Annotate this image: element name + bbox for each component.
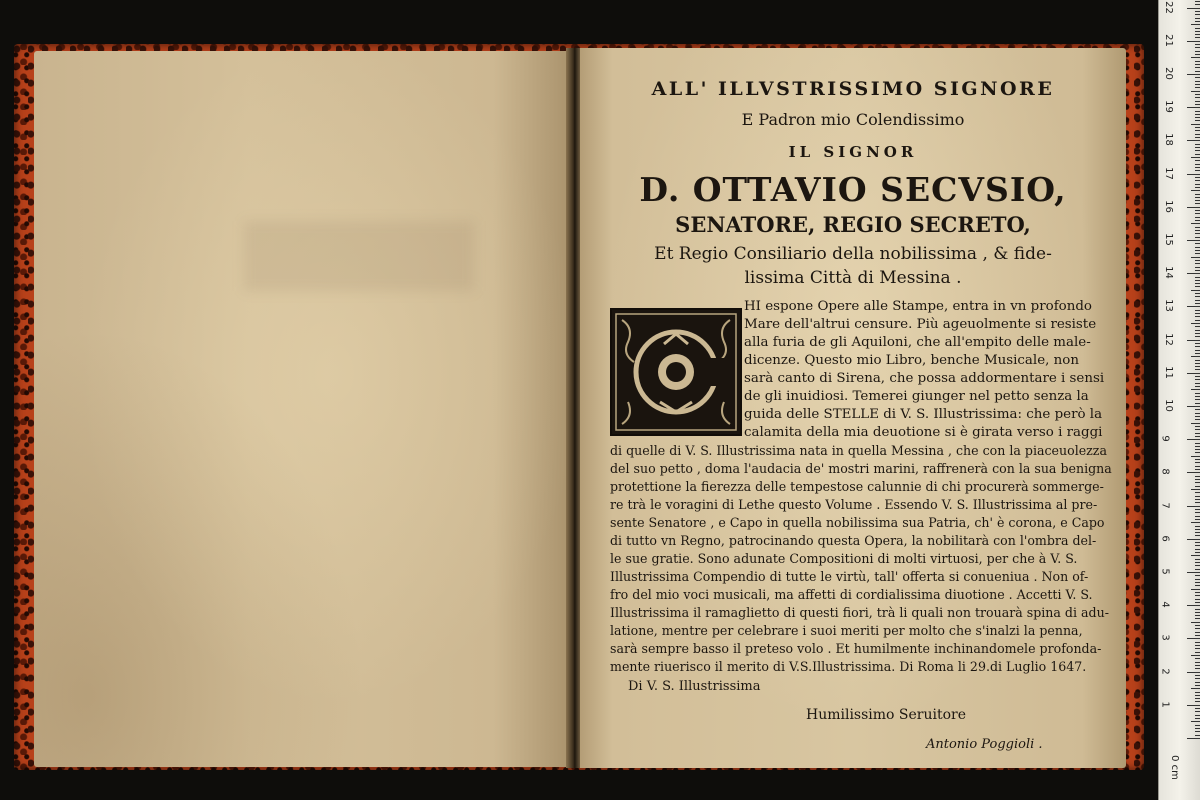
ruler-tick: [1195, 217, 1200, 218]
ruler-tick: [1195, 668, 1200, 669]
ruler-tick: [1191, 555, 1200, 556]
ruler-tick: [1187, 572, 1200, 573]
body-line: HI espone Opere alle Stampe, entra in vn profondo: [744, 299, 1092, 314]
ruler-tick: [1191, 157, 1200, 158]
ruler-tick: [1191, 721, 1200, 722]
ruler-tick: [1195, 509, 1200, 510]
decorated-initial-c: [610, 308, 742, 436]
ruler-tick: [1195, 486, 1200, 487]
ruler-tick: [1195, 665, 1200, 666]
ruler-tick: [1187, 174, 1200, 175]
ruler-tick: [1195, 293, 1200, 294]
ruler-tick: [1191, 290, 1200, 291]
signature: Antonio Poggioli .: [926, 737, 1043, 752]
body-line: Illustrissima il ramaglietto di questi fiori, trà li quali non trouarà spina di adu-: [610, 605, 1109, 620]
salutation: Di V. S. Illustrissima: [628, 679, 761, 694]
ruler-tick: [1187, 306, 1200, 307]
ruler-tick: [1195, 313, 1200, 314]
ruler-tick: [1195, 270, 1200, 271]
ruler-tick: [1195, 718, 1200, 719]
ruler-tick: [1195, 545, 1200, 546]
ruler-tick: [1195, 552, 1200, 553]
ruler-tick: [1195, 512, 1200, 513]
ruler-tick: [1187, 240, 1200, 241]
ruler-tick: [1195, 532, 1200, 533]
ruler-tick: [1195, 34, 1200, 35]
ruler-tick: [1191, 456, 1200, 457]
ruler-tick: [1195, 203, 1200, 204]
ruler-tick: [1187, 638, 1200, 639]
ruler-tick: [1195, 416, 1200, 417]
ruler-tick: [1191, 57, 1200, 58]
ruler-tick: [1195, 658, 1200, 659]
ruler-tick: [1195, 51, 1200, 52]
body-line: del suo petto , doma l'audacia de' mostri marini, raffrenerà con la sua benigna: [610, 461, 1112, 476]
ruler-tick: [1195, 111, 1200, 112]
ruler-tick: [1195, 585, 1200, 586]
body-line: calamita della mia deuotione si è girata verso i raggi: [744, 425, 1103, 440]
ruler-tick: [1195, 233, 1200, 234]
ruler-tick: [1195, 728, 1200, 729]
ruler-tick: [1195, 366, 1200, 367]
ruler-tick: [1191, 257, 1200, 258]
ruler-tick: [1195, 369, 1200, 370]
ruler-tick: [1195, 592, 1200, 593]
ruler-tick: [1195, 675, 1200, 676]
ruler-tick: [1195, 61, 1200, 62]
ruler-tick: [1195, 499, 1200, 500]
ruler-tick: [1195, 300, 1200, 301]
blank-left-page: [34, 51, 574, 767]
ruler-tick: [1195, 549, 1200, 550]
ruler-tick: [1195, 286, 1200, 287]
ruler-tick: [1195, 469, 1200, 470]
measurement-ruler: [1158, 0, 1200, 800]
ruler-tick: [1195, 210, 1200, 211]
ruler-number: 2: [1159, 667, 1171, 675]
ruler-tick: [1195, 250, 1200, 251]
ruler-tick: [1195, 466, 1200, 467]
ruler-tick: [1195, 84, 1200, 85]
ruler-tick: [1195, 333, 1200, 334]
ruler-tick: [1195, 147, 1200, 148]
ruler-tick: [1195, 18, 1200, 19]
ruler-tick: [1195, 635, 1200, 636]
ruler-number: 20: [1162, 67, 1174, 80]
ruler-tick: [1195, 117, 1200, 118]
ruler-tick: [1195, 44, 1200, 45]
ruler-number: 15: [1162, 233, 1174, 246]
ruler-tick: [1187, 539, 1200, 540]
ruler-tick: [1195, 227, 1200, 228]
ruler-tick: [1195, 81, 1200, 82]
ruler-number: 7: [1159, 501, 1171, 509]
body-line: le sue gratie. Sono adunate Compositioni di molti virtuosi, per che à V. S.: [610, 551, 1078, 566]
heading-padron: E Padron mio Colendissimo: [741, 110, 965, 129]
ruler-tick: [1195, 386, 1200, 387]
ruler-tick: [1195, 599, 1200, 600]
body-line: sente Senatore , e Capo in quella nobilissima sua Patria, ch' è corona, e Capo: [610, 515, 1105, 530]
ruler-tick: [1195, 569, 1200, 570]
ruler-tick: [1191, 124, 1200, 125]
ruler-tick: [1195, 579, 1200, 580]
ruler-tick: [1187, 705, 1200, 706]
ruler-tick: [1195, 187, 1200, 188]
ruler-tick: [1195, 426, 1200, 427]
ruler-tick: [1195, 396, 1200, 397]
ruler-tick: [1195, 615, 1200, 616]
ruler-tick: [1195, 346, 1200, 347]
ruler-tick: [1195, 1, 1200, 2]
ruler-tick: [1195, 94, 1200, 95]
ruler-tick: [1195, 436, 1200, 437]
body-line: de gli inuidiosi. Temerei giunger nel petto senza la: [744, 389, 1089, 404]
ruler-tick: [1191, 356, 1200, 357]
ruler-tick: [1195, 130, 1200, 131]
ruler-tick: [1195, 127, 1200, 128]
ruler-tick: [1195, 602, 1200, 603]
ruler-tick: [1195, 446, 1200, 447]
ruler-tick: [1191, 655, 1200, 656]
ruler-tick: [1195, 170, 1200, 171]
ruler-tick: [1195, 280, 1200, 281]
body-line: mente riuerisco il merito di V.S.Illustrissima. Di Roma li 29.di Luglio 1647.: [610, 659, 1087, 674]
ruler-tick: [1195, 184, 1200, 185]
ruler-tick: [1195, 54, 1200, 55]
ruler-tick: [1195, 698, 1200, 699]
body-line: sarà sempre basso il preteso volo . Et humilmente inchinandomele profonda-: [610, 641, 1102, 656]
ruler-tick: [1195, 326, 1200, 327]
ruler-number: 10: [1162, 399, 1174, 412]
heading-name: D. OTTAVIO SECVSIO,: [639, 170, 1067, 209]
ruler-tick: [1195, 575, 1200, 576]
ruler-tick: [1195, 482, 1200, 483]
ruler-number: 13: [1162, 299, 1174, 313]
body-line: fro del mio voci musicali, ma affetti di cordialissima diuotione . Accetti V. S.: [610, 587, 1093, 602]
ruler-tick: [1195, 144, 1200, 145]
ruler-tick: [1195, 263, 1200, 264]
ruler-tick: [1191, 688, 1200, 689]
ruler-tick: [1195, 277, 1200, 278]
ruler-tick: [1195, 648, 1200, 649]
body-line: dicenze. Questo mio Libro, benche Musicale, non: [744, 353, 1079, 368]
ruler-tick: [1195, 413, 1200, 414]
ruler-tick: [1187, 406, 1200, 407]
ruler-tick: [1195, 711, 1200, 712]
ruler-tick: [1191, 589, 1200, 590]
ruler-tick: [1195, 479, 1200, 480]
ruler-tick: [1191, 323, 1200, 324]
ruler-number: 4: [1159, 601, 1171, 608]
ruler-tick: [1195, 31, 1200, 32]
ruler-tick: [1195, 731, 1200, 732]
ruler-number: 18: [1162, 133, 1174, 147]
ruler-tick: [1195, 363, 1200, 364]
body-line: protettione la fierezza delle tempestose calunnie di chi procurerà sommerge-: [610, 479, 1104, 494]
ruler-tick: [1187, 74, 1200, 75]
ruler-tick: [1195, 303, 1200, 304]
ruler-tick: [1195, 595, 1200, 596]
ruler-tick: [1195, 429, 1200, 430]
ruler-tick: [1195, 237, 1200, 238]
ruler-tick: [1187, 605, 1200, 606]
ruler-tick: [1187, 107, 1200, 108]
ruler-tick: [1195, 376, 1200, 377]
ruler-tick: [1195, 519, 1200, 520]
ruler-number: 11: [1162, 365, 1174, 379]
ruler-number: 16: [1162, 199, 1174, 213]
ruler-tick: [1195, 419, 1200, 420]
ruler-tick: [1187, 506, 1200, 507]
ruler-tick: [1195, 502, 1200, 503]
ruler-tick: [1195, 343, 1200, 344]
ruler-tick: [1195, 167, 1200, 168]
ruler-tick: [1195, 383, 1200, 384]
ruler-tick: [1195, 267, 1200, 268]
ruler-tick: [1195, 612, 1200, 613]
ruler-tick: [1195, 715, 1200, 716]
ruler-number: 9: [1159, 435, 1171, 442]
ruler-tick: [1195, 625, 1200, 626]
ruler-tick: [1195, 565, 1200, 566]
ruler-tick: [1195, 350, 1200, 351]
ruler-tick: [1195, 725, 1200, 726]
dedication-page: [580, 48, 1126, 768]
ruler-tick: [1195, 316, 1200, 317]
ruler-tick: [1187, 472, 1200, 473]
body-line: di quelle di V. S. Illustrissima nata in quella Messina , che con la piaceuolezza: [610, 443, 1107, 458]
ruler-number: 22: [1162, 0, 1174, 14]
body-line: alla furia de gli Aquiloni, che all'empito delle male-: [744, 335, 1091, 350]
ruler-tick: [1195, 701, 1200, 702]
ruler-tick: [1195, 542, 1200, 543]
ruler-tick: [1195, 71, 1200, 72]
ruler-number: 5: [1159, 568, 1171, 575]
ruler-tick: [1195, 459, 1200, 460]
ruler-tick: [1195, 134, 1200, 135]
ruler-tick: [1195, 11, 1200, 12]
ruler-tick: [1187, 738, 1200, 739]
ruler-tick: [1195, 253, 1200, 254]
ruler-tick: [1195, 154, 1200, 155]
ruler-tick: [1187, 8, 1200, 9]
ruler-tick: [1195, 516, 1200, 517]
ruler-tick: [1195, 197, 1200, 198]
ruler-tick: [1187, 439, 1200, 440]
ruler-tick: [1195, 28, 1200, 29]
ruler-number: 17: [1162, 166, 1174, 180]
body-line: guida delle STELLE di V. S. Illustrissima: che però la: [744, 407, 1103, 422]
ruler-tick: [1195, 476, 1200, 477]
ruler-tick: [1195, 67, 1200, 68]
ruler-tick: [1195, 230, 1200, 231]
body-line: Mare dell'altrui censure. Più ageuolmente si resiste: [744, 317, 1097, 332]
ruler-tick: [1195, 433, 1200, 434]
servant-line: Humilissimo Seruitore: [806, 707, 967, 723]
ruler-tick: [1195, 330, 1200, 331]
ruler-tick: [1195, 628, 1200, 629]
ruler-tick: [1187, 140, 1200, 141]
ruler-tick: [1195, 692, 1200, 693]
ruler-tick: [1195, 260, 1200, 261]
ruler-unit: 0 cm: [1168, 755, 1180, 780]
ruler-tick: [1191, 223, 1200, 224]
ruler-tick: [1195, 87, 1200, 88]
ruler-tick: [1195, 64, 1200, 65]
body-line: re trà le voragini di Lethe questo Volume . Essendo V. S. Illustrissima al pre-: [610, 497, 1098, 512]
body-line: sarà canto di Sirena, che possa addormentare i sensi: [744, 371, 1105, 386]
ruler-tick: [1195, 399, 1200, 400]
ruler-tick: [1195, 492, 1200, 493]
ruler-tick: [1187, 41, 1200, 42]
ruler-tick: [1195, 462, 1200, 463]
ruler-tick: [1195, 97, 1200, 98]
ruler-tick: [1187, 207, 1200, 208]
ruler-tick: [1195, 243, 1200, 244]
ruler-tick: [1195, 708, 1200, 709]
ruler-tick: [1195, 247, 1200, 248]
heading-illustrissimo: ALL' ILLVSTRISSIMO SIGNORE: [651, 78, 1055, 100]
heading-title: SENATORE, REGIO SECRETO,: [675, 212, 1031, 237]
ruler-tick: [1195, 177, 1200, 178]
body-line: latione, mentre per celebrare i suoi meriti per molto che s'inalzi la penna,: [610, 623, 1083, 638]
ruler-tick: [1195, 735, 1200, 736]
ruler-tick: [1195, 682, 1200, 683]
ruler-tick: [1195, 678, 1200, 679]
ruler-tick: [1195, 393, 1200, 394]
ruler-tick: [1195, 685, 1200, 686]
ruler-tick: [1195, 642, 1200, 643]
body-line: Illustrissima Compendio di tutte le virtù, tall' offerta si conueniua . Non of-: [610, 569, 1089, 584]
ruler-tick: [1195, 114, 1200, 115]
ruler-tick: [1195, 443, 1200, 444]
ruler-tick: [1195, 452, 1200, 453]
ruler-tick: [1191, 622, 1200, 623]
ruler-tick: [1195, 180, 1200, 181]
ruler-number: 3: [1159, 634, 1171, 642]
ruler-tick: [1195, 645, 1200, 646]
ruler-tick: [1187, 373, 1200, 374]
ruler-tick: [1195, 310, 1200, 311]
heading-messina: lissima Città di Messina .: [744, 268, 962, 288]
ruler-number: 19: [1162, 100, 1174, 114]
ruler-tick: [1195, 220, 1200, 221]
ruler-tick: [1195, 582, 1200, 583]
ruler-tick: [1191, 190, 1200, 191]
ruler-tick: [1195, 320, 1200, 321]
ruler-tick: [1195, 403, 1200, 404]
ruler-tick: [1195, 120, 1200, 121]
ruler-tick: [1195, 353, 1200, 354]
ruler-tick: [1195, 662, 1200, 663]
ruler-tick: [1195, 47, 1200, 48]
ruler-tick: [1195, 496, 1200, 497]
ruler-tick: [1195, 77, 1200, 78]
ruler-tick: [1195, 4, 1200, 5]
ruler-tick: [1187, 340, 1200, 341]
ruler-tick: [1195, 609, 1200, 610]
ruler-tick: [1191, 389, 1200, 390]
ruler-tick: [1195, 336, 1200, 337]
show-through-ghost-text: [244, 221, 474, 291]
ruler-tick: [1195, 150, 1200, 151]
heading-consiliario: Et Regio Consiliario della nobilissima , & fide-: [654, 244, 1052, 264]
ruler-tick: [1195, 535, 1200, 536]
ruler-tick: [1195, 21, 1200, 22]
ruler-tick: [1195, 360, 1200, 361]
ruler-tick: [1191, 489, 1200, 490]
ruler-number: 14: [1162, 266, 1174, 280]
ruler-number: 12: [1162, 332, 1174, 346]
ruler-tick: [1187, 672, 1200, 673]
ruler-number: 1: [1159, 701, 1171, 708]
ruler-number: 8: [1159, 468, 1171, 476]
ruler-tick: [1195, 562, 1200, 563]
ruler-tick: [1195, 104, 1200, 105]
ruler-tick: [1195, 526, 1200, 527]
ruler-tick: [1191, 522, 1200, 523]
ruler-tick: [1191, 24, 1200, 25]
heading-il-signor: IL SIGNOR: [788, 143, 918, 161]
ruler-tick: [1195, 160, 1200, 161]
ruler-number: 21: [1162, 33, 1174, 47]
ruler-tick: [1195, 137, 1200, 138]
ruler-tick: [1195, 213, 1200, 214]
ruler-tick: [1195, 449, 1200, 450]
ruler-tick: [1195, 194, 1200, 195]
ruler-tick: [1195, 632, 1200, 633]
ruler-tick: [1195, 559, 1200, 560]
ruler-tick: [1191, 91, 1200, 92]
ruler-tick: [1195, 200, 1200, 201]
ruler-tick: [1195, 652, 1200, 653]
ruler-tick: [1195, 296, 1200, 297]
ruler-tick: [1195, 164, 1200, 165]
ruler-tick: [1195, 618, 1200, 619]
ruler-tick: [1195, 101, 1200, 102]
body-line: di tutto vn Regno, patrocinando questa Opera, la nobilitarà con l'ombra del-: [610, 533, 1097, 548]
ruler-tick: [1191, 423, 1200, 424]
ruler-number: 6: [1159, 535, 1171, 542]
ruler-tick: [1195, 529, 1200, 530]
ruler-tick: [1195, 379, 1200, 380]
ruler-tick: [1195, 695, 1200, 696]
ruler-tick: [1187, 273, 1200, 274]
ruler-tick: [1195, 283, 1200, 284]
ruler-tick: [1195, 14, 1200, 15]
ruler-tick: [1195, 409, 1200, 410]
ruler-tick: [1195, 37, 1200, 38]
